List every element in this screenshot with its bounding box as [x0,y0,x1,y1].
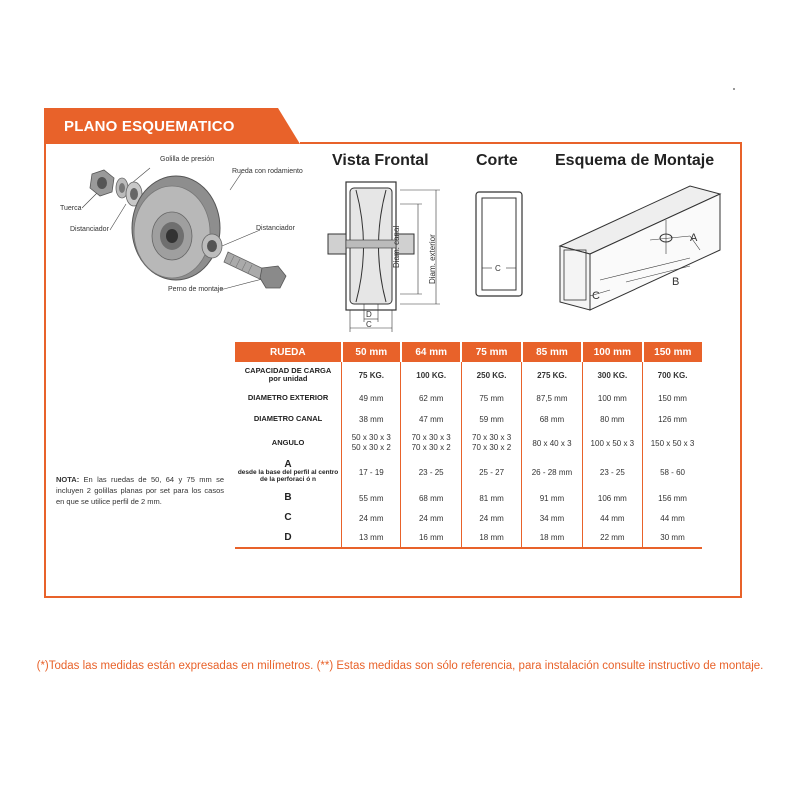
table-row [235,456,702,488]
table-row [235,430,702,456]
table-cell: 24 mm [401,508,461,528]
table-cell: 22 mm [582,528,642,548]
table-cell: 34 mm [522,508,582,528]
table-cell: 44 mm [582,508,642,528]
table-cell: 26 - 28 mm [522,456,582,488]
table-cell: 13 mm [342,528,401,548]
label-diam-canal: Diam. canal [392,225,401,268]
row-label: DIAMETRO EXTERIOR [235,388,342,408]
label-front-d: D [366,310,372,319]
table-cell: 55 mm [342,488,401,508]
table-row [235,388,702,408]
table-row [235,528,702,548]
table-row [235,488,702,508]
table-cell: 68 mm [401,488,461,508]
table-cell: 70 x 30 x 3 70 x 30 x 2 [401,430,461,456]
table-cell: 87,5 mm [522,388,582,408]
table-cell: 700 KG. [657,370,688,380]
header-col-5: 100 mm [582,342,642,362]
label-golilla: Golilla de presión [160,156,215,163]
specs-table [235,342,702,549]
table-cell: 91 mm [522,488,582,508]
page-title: PLANO ESQUEMATICO [64,118,235,135]
row-label: ANGULO [235,430,342,456]
table-cell: 62 mm [401,388,461,408]
row-label: C [235,508,342,528]
corner-mark [733,88,735,90]
table-cell: 16 mm [401,528,461,548]
table-cell: 24 mm [342,508,401,528]
table-cell: 24 mm [461,508,521,528]
row-sublabel: por unidad [268,374,308,383]
label-montaje-c: C [592,290,600,302]
row-label: D [235,528,342,548]
table-cell: 80 mm [582,408,642,430]
nota-body: En las ruedas de 50, 64 y 75 mm se incluyen 2 golillas planas por set para los casos en que se utilice perfil de 2 mm. [56,475,224,506]
label-rueda: Rueda con rodamiento [232,168,303,175]
table-row [235,508,702,528]
table-cell: 18 mm [522,528,582,548]
mounting-scheme-drawing [550,178,720,318]
table-cell: 23 - 25 [582,456,642,488]
table-cell: 50 x 30 x 3 50 x 30 x 2 [342,430,401,456]
table-cell: 68 mm [522,408,582,430]
header-col-4: 85 mm [522,342,582,362]
table-cell: 100 mm [582,388,642,408]
row-label-text: A [284,459,292,470]
row-label-text: CAPACIDAD DE CARGA [244,366,332,375]
row-label: B [235,488,342,508]
table-row [235,408,702,430]
table-cell: 30 mm [643,528,702,548]
label-distanciador-left: Distanciador [70,226,109,233]
title-esquema-montaje: Esquema de Montaje [555,152,715,169]
label-diam-exterior: Diam. exterior [428,234,437,284]
title-vista-frontal: Vista Frontal [332,152,429,169]
header-col-3: 75 mm [461,342,521,362]
table-cell: 81 mm [461,488,521,508]
section-view-drawing [470,188,530,298]
table-cell: 70 x 30 x 3 70 x 30 x 2 [461,430,521,456]
table-cell: 250 KG. [461,362,521,388]
table-cell: 49 mm [342,388,401,408]
table-cell: 80 x 40 x 3 [522,430,582,456]
table-cell: 150 mm [658,393,687,403]
label-corte-c: C [495,264,501,273]
row-label [235,456,342,488]
table-header-row [235,342,702,362]
table-cell: 300 KG. [582,362,642,388]
table-cell: 75 mm [461,388,521,408]
table-cell: 126 mm [658,414,687,424]
table-cell: 106 mm [582,488,642,508]
nota-text [56,474,224,507]
table-row [235,362,702,388]
row-label [235,362,342,388]
table-cell: 38 mm [342,408,401,430]
frame-top-border [300,142,742,144]
title-corte: Corte [476,152,518,169]
table-cell: 44 mm [660,513,685,523]
label-tuerca: Tuerca [60,205,82,212]
table-cell: 17 - 19 [342,456,401,488]
table-cell: 100 KG. [401,362,461,388]
table-cell: 75 KG. [342,362,401,388]
footer-disclaimer: (*)Todas las medidas están expresadas en milímetros. (**) Estas medidas son sólo referencia, para instalación consulte instructivo de montaje. [36,660,764,672]
header-col-2: 64 mm [401,342,461,362]
row-sublabel: desde la base del perfil al centro de la perforaci ó n [237,469,339,483]
header-col-1: 50 mm [342,342,401,362]
header-rueda: RUEDA [235,342,342,362]
nota-prefix: NOTA: [56,475,80,484]
label-distanciador-right: Distanciador [256,225,295,232]
table-cell: 58 - 60 [660,467,685,477]
table-cell: 47 mm [401,408,461,430]
table-cell: 18 mm [461,528,521,548]
table-cell: 275 KG. [522,362,582,388]
label-perno: Perno de montaje [168,286,224,293]
table-cell: 25 - 27 [461,456,521,488]
table-cell: 156 mm [658,493,687,503]
header-col-6: 150 mm [643,342,702,362]
label-front-c: C [366,320,372,329]
table-cell: 100 x 50 x 3 [582,430,642,456]
label-montaje-b: B [672,276,680,288]
table-cell: 59 mm [461,408,521,430]
table-cell: 150 x 50 x 3 [650,438,695,448]
row-label: DIAMETRO CANAL [235,408,342,430]
table-cell: 23 - 25 [401,456,461,488]
label-montaje-a: A [690,232,698,244]
